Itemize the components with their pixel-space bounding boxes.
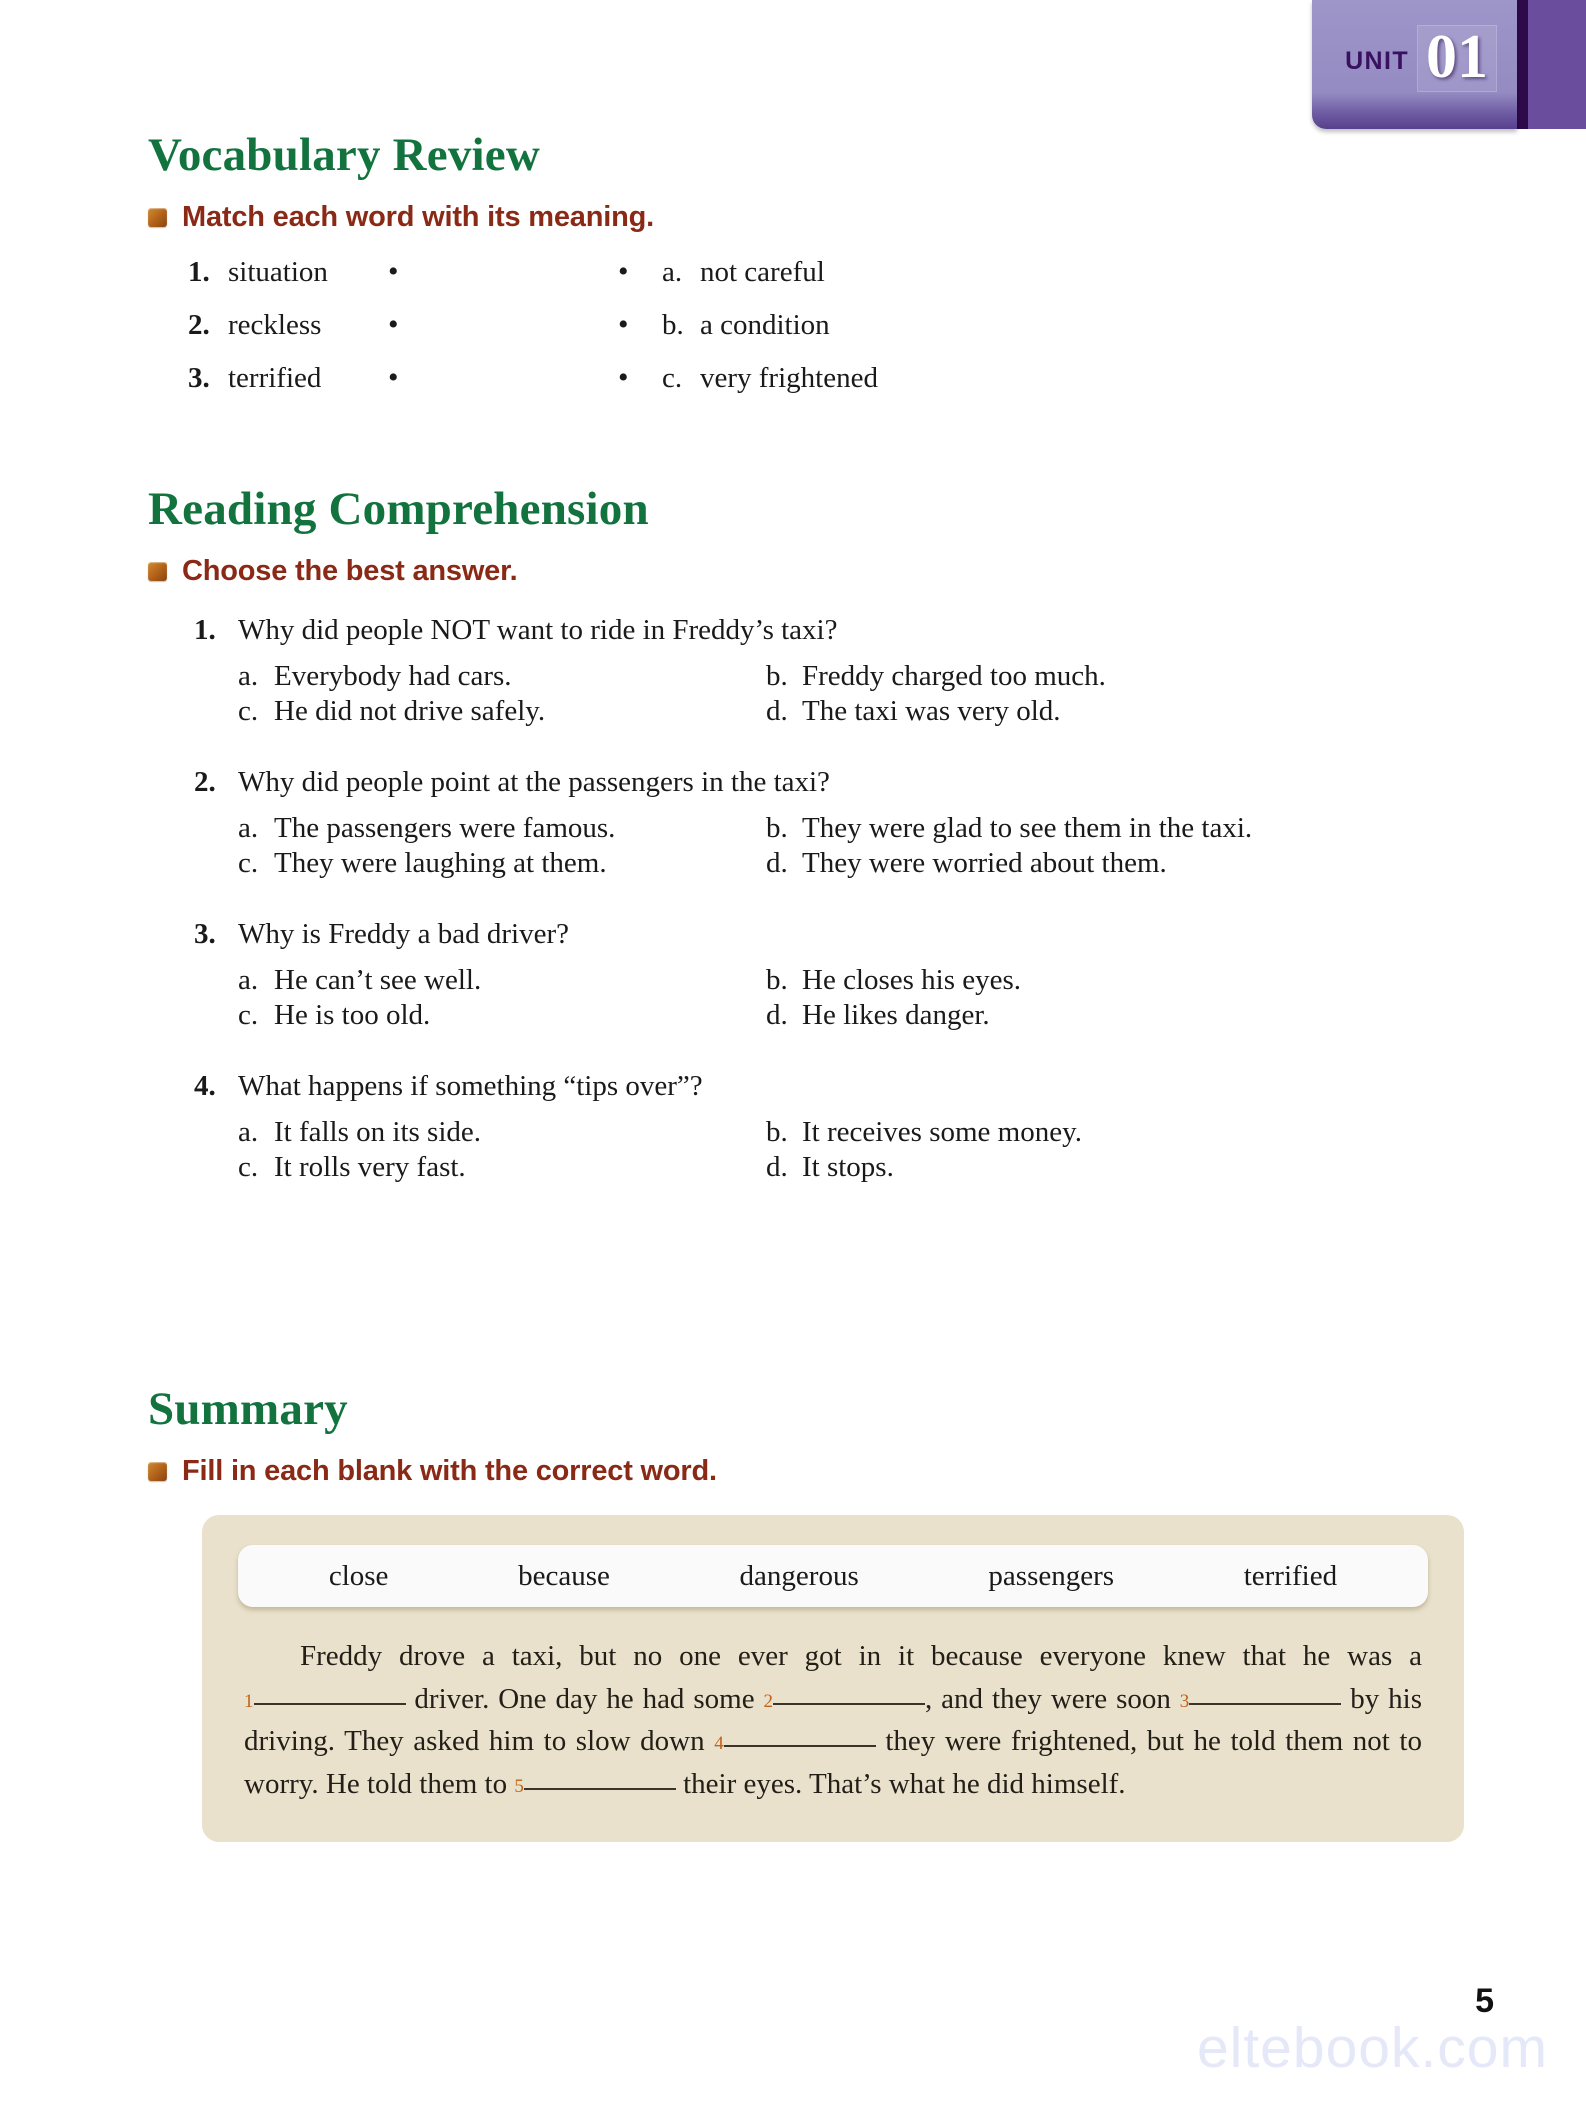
option-text: Freddy charged too much. (802, 660, 1106, 692)
matching-left-word: situation (228, 256, 328, 288)
summary-title: Summary (148, 1383, 348, 1435)
question-number: 2. (194, 766, 216, 798)
question-number: 4. (194, 1070, 216, 1102)
summary-blank[interactable] (714, 1725, 876, 1757)
reading-title: Reading Comprehension (148, 483, 649, 535)
unit-label: UNIT (1345, 47, 1409, 75)
matching-left-dot[interactable]: • (388, 255, 399, 288)
option-text: They were worried about them. (802, 846, 1167, 879)
option-letter: c. (238, 846, 259, 879)
word-bank-item[interactable]: close (328, 1559, 389, 1592)
option-row (238, 1115, 1448, 1150)
option-text: He closes his eyes. (802, 964, 1022, 996)
option-letter: b. (766, 812, 788, 844)
summary-panel (202, 1515, 1464, 1842)
question-text: Why did people point at the passengers in the taxi? (238, 766, 830, 798)
option-d[interactable] (766, 846, 1448, 881)
question-number: 3. (194, 918, 216, 950)
option-letter: b. (766, 1116, 788, 1148)
matching-row (188, 309, 1438, 362)
matching-left-number: 2. (188, 309, 210, 341)
option-row (238, 1150, 1448, 1185)
option-letter: c. (238, 998, 259, 1031)
vocabulary-review-section (148, 128, 1438, 415)
option-a[interactable] (238, 963, 766, 998)
matching-left-number: 1. (188, 256, 210, 288)
summary-blank-line[interactable] (254, 1703, 406, 1705)
matching-left-item[interactable] (188, 256, 388, 289)
option-letter: a. (238, 1116, 259, 1148)
word-bank-item[interactable]: because (518, 1559, 610, 1592)
option-text: They were glad to see them in the taxi. (802, 812, 1253, 844)
matching-left-word: terrified (228, 362, 322, 394)
unit-badge (1290, 0, 1586, 140)
option-letter: a. (238, 964, 259, 996)
question-options (238, 811, 1448, 880)
vocabulary-instruction: Match each word with its meaning. (182, 201, 654, 233)
unit-number: 01 (1426, 22, 1488, 91)
question-text: Why did people NOT want to ride in Freddy’s taxi? (238, 614, 838, 646)
matching-left-item[interactable] (188, 362, 388, 395)
option-text: It stops. (802, 1150, 894, 1183)
option-b[interactable] (766, 1115, 1448, 1150)
option-a[interactable] (238, 1115, 766, 1150)
question-options (238, 659, 1448, 728)
option-row (238, 846, 1448, 881)
option-letter: d. (766, 998, 788, 1031)
question-number: 1. (194, 614, 216, 646)
question-line (194, 918, 1448, 951)
summary-blank-line[interactable] (724, 1745, 876, 1747)
word-bank (238, 1545, 1428, 1607)
option-letter: c. (238, 1150, 259, 1183)
question-line (194, 614, 1448, 647)
option-row (238, 659, 1448, 694)
option-text: He can’t see well. (274, 964, 482, 996)
question-text: What happens if something “tips over”? (238, 1070, 703, 1102)
word-bank-item[interactable]: passengers (988, 1559, 1115, 1592)
question-options (238, 1115, 1448, 1184)
matching-right-letter: a. (662, 256, 683, 288)
matching-left-dot[interactable]: • (388, 361, 399, 394)
question-line (194, 766, 1448, 799)
option-letter: b. (766, 964, 788, 996)
summary-blank-line[interactable] (773, 1703, 925, 1705)
summary-section (148, 1382, 1468, 1842)
option-c[interactable] (238, 1150, 766, 1185)
word-bank-item[interactable]: terrified (1243, 1559, 1338, 1592)
matching-right-definition: a condition (700, 309, 830, 341)
summary-blank-number: 1 (244, 1690, 254, 1712)
option-letter: b. (766, 660, 788, 692)
reading-instruction: Choose the best answer. (182, 555, 518, 587)
summary-blank-number: 3 (1179, 1690, 1190, 1712)
option-text: They were laughing at them. (274, 846, 607, 879)
matching-right-dot[interactable]: • (618, 255, 629, 288)
option-letter: a. (238, 660, 259, 692)
question-item (194, 1070, 1448, 1184)
matching-right-definition: very frightened (700, 362, 878, 394)
summary-instruction: Fill in each blank with the correct word. (182, 1455, 717, 1487)
vocabulary-instruction-row (148, 201, 1438, 234)
unit-badge-stripe (1517, 0, 1528, 129)
square-bullet-icon (148, 562, 167, 581)
option-b[interactable] (766, 659, 1448, 694)
square-bullet-icon (148, 1462, 167, 1481)
option-row (238, 811, 1448, 846)
option-a[interactable] (238, 811, 766, 846)
option-text: The passengers were famous. (274, 812, 616, 844)
unit-number-box (1417, 22, 1497, 92)
summary-blank[interactable] (514, 1768, 676, 1800)
summary-blank-line[interactable] (524, 1788, 676, 1790)
summary-paragraph: Freddy drove a taxi, but no one ever got in it because everyone knew that he was a 1 driver. One day he had some 2 , and they were soon 3 by his driving. They asked him to slow down 4 they were frightened, but he told them not to worry. He told them to 5 their eyes. That’s what he did himself. (244, 1640, 1422, 1800)
option-b[interactable] (766, 811, 1448, 846)
summary-blank[interactable] (1180, 1683, 1342, 1715)
matching-right-dot[interactable]: • (618, 308, 629, 341)
matching-left-number: 3. (188, 362, 210, 394)
question-list (194, 614, 1448, 1184)
reading-comprehension-section (148, 482, 1448, 1184)
option-a[interactable] (238, 659, 766, 694)
option-d[interactable] (766, 694, 1448, 729)
summary-blank[interactable] (244, 1683, 406, 1715)
watermark: eltebook.com (1196, 2016, 1548, 2080)
option-c[interactable] (238, 694, 766, 729)
matching-left-word: reckless (228, 309, 322, 341)
matching-left-item[interactable] (188, 309, 388, 342)
question-options (238, 963, 1448, 1032)
matching-row (188, 362, 1438, 415)
option-d[interactable] (766, 998, 1448, 1033)
summary-blank-number: 2 (763, 1690, 773, 1712)
option-text: He is too old. (274, 998, 431, 1031)
option-text: It rolls very fast. (274, 1150, 466, 1183)
question-text: Why is Freddy a bad driver? (238, 918, 569, 950)
reading-instruction-row (148, 555, 1448, 588)
matching-right-definition: not careful (700, 256, 825, 288)
matching-right-letter: c. (662, 362, 683, 394)
option-c[interactable] (238, 998, 766, 1033)
option-letter: a. (238, 812, 259, 844)
option-text: It falls on its side. (274, 1116, 482, 1148)
option-text: He likes danger. (802, 998, 990, 1031)
matching-right-dot[interactable]: • (618, 361, 629, 394)
option-text: Everybody had cars. (274, 660, 512, 692)
matching-left-dot[interactable]: • (388, 308, 399, 341)
unit-badge-panel (1312, 0, 1517, 129)
question-item (194, 614, 1448, 728)
option-text: It receives some money. (802, 1116, 1082, 1148)
question-item (194, 918, 1448, 1032)
option-text: He did not drive safely. (274, 694, 546, 727)
summary-blank-number: 5 (514, 1775, 524, 1797)
page-number: 5 (1475, 1982, 1494, 2020)
option-letter: c. (238, 694, 259, 727)
option-c[interactable] (238, 846, 766, 881)
option-row (238, 694, 1448, 729)
option-letter: d. (766, 1150, 788, 1183)
option-d[interactable] (766, 1150, 1448, 1185)
summary-blank-line[interactable] (1189, 1703, 1341, 1705)
question-line (194, 1070, 1448, 1103)
word-bank-item[interactable]: dangerous (739, 1559, 859, 1592)
option-letter: d. (766, 846, 788, 879)
matching-right-letter: b. (662, 309, 684, 341)
option-b[interactable] (766, 963, 1448, 998)
summary-blank[interactable] (764, 1683, 926, 1715)
summary-instruction-row (148, 1455, 1468, 1488)
option-row (238, 963, 1448, 998)
option-text: The taxi was very old. (802, 694, 1061, 727)
question-item (194, 766, 1448, 880)
summary-blank-number: 4 (714, 1733, 724, 1755)
matching-exercise (188, 256, 1438, 415)
square-bullet-icon (148, 208, 167, 227)
option-letter: d. (766, 694, 788, 727)
vocabulary-title: Vocabulary Review (148, 129, 540, 181)
matching-row (188, 256, 1438, 309)
unit-badge-right-block (1528, 0, 1586, 129)
option-row (238, 998, 1448, 1033)
unit-badge-inner (1312, 0, 1517, 117)
